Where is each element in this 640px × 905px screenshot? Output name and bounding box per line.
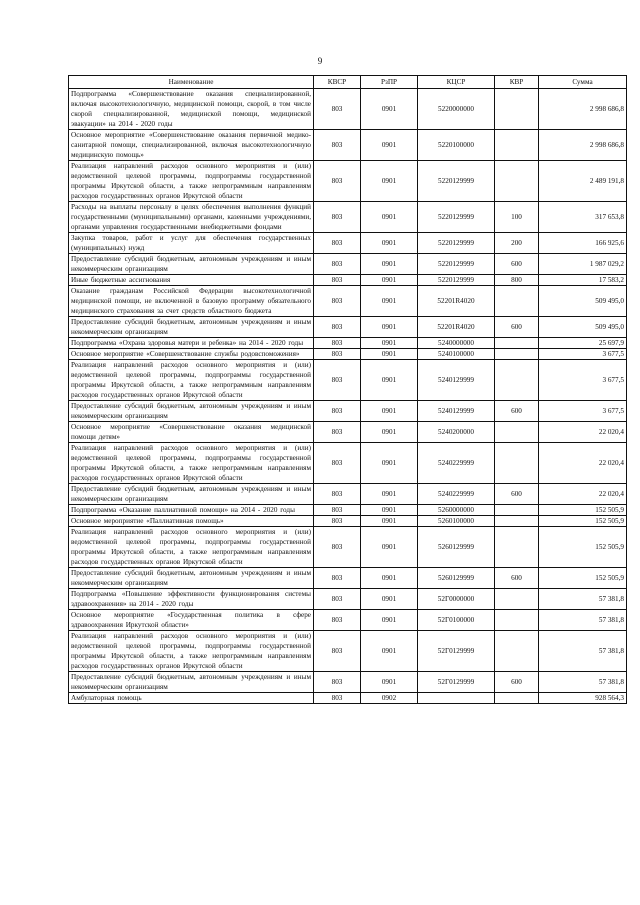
row-kvsr: 803 [314, 610, 361, 631]
row-kvr: 600 [495, 254, 539, 275]
row-sum: 1 987 029,2 [539, 254, 627, 275]
row-sum: 152 505,9 [539, 505, 627, 516]
row-rzpr: 0901 [361, 527, 418, 568]
row-kvr: 800 [495, 275, 539, 286]
row-name: Закупка товаров, работ и услуг для обеспечения государственных (муниципальных) нужд [69, 233, 314, 254]
row-kcsr: 52201R4020 [418, 286, 495, 317]
table-row [69, 233, 627, 254]
row-kcsr: 5240100000 [418, 349, 495, 360]
row-kvsr: 803 [314, 202, 361, 233]
row-kvsr: 803 [314, 401, 361, 422]
row-kcsr: 5220129999 [418, 254, 495, 275]
header-sum: Сумма [539, 76, 627, 89]
row-sum: 2 998 686,8 [539, 130, 627, 161]
row-kvsr: 803 [314, 568, 361, 589]
row-rzpr: 0901 [361, 338, 418, 349]
row-rzpr: 0901 [361, 631, 418, 672]
table-row [69, 516, 627, 527]
row-kcsr: 52Г0129999 [418, 631, 495, 672]
table-row [69, 161, 627, 202]
row-rzpr: 0901 [361, 610, 418, 631]
row-kvsr: 803 [314, 527, 361, 568]
row-sum: 17 583,2 [539, 275, 627, 286]
row-kvsr: 803 [314, 672, 361, 693]
row-sum: 57 381,8 [539, 631, 627, 672]
row-sum: 928 564,3 [539, 693, 627, 704]
row-rzpr: 0902 [361, 693, 418, 704]
row-name: Реализация направлений расходов основного мероприятия и (или) ведомственной целевой программы, подпрограммы государственной программы Иркутской области, а также непрограммным направлениям расходов государственных органов Иркутской области [69, 360, 314, 401]
table-row [69, 360, 627, 401]
table-row [69, 693, 627, 704]
row-rzpr: 0901 [361, 422, 418, 443]
table-row [69, 505, 627, 516]
row-kvr: 600 [495, 317, 539, 338]
row-name: Предоставление субсидий бюджетным, автономным учреждениям и иным некоммерческим организациям [69, 317, 314, 338]
row-kvsr: 803 [314, 89, 361, 130]
row-kvr [495, 631, 539, 672]
row-kvsr: 803 [314, 286, 361, 317]
row-rzpr: 0901 [361, 286, 418, 317]
row-kcsr: 5220129999 [418, 233, 495, 254]
row-sum: 22 020,4 [539, 484, 627, 505]
row-rzpr: 0901 [361, 161, 418, 202]
row-kvr [495, 527, 539, 568]
row-rzpr: 0901 [361, 568, 418, 589]
header-kvr: КВР [495, 76, 539, 89]
table-row [69, 338, 627, 349]
row-kvsr: 803 [314, 338, 361, 349]
header-row [69, 76, 627, 89]
row-kvsr: 803 [314, 130, 361, 161]
row-kvsr: 803 [314, 317, 361, 338]
row-kvsr: 803 [314, 693, 361, 704]
row-name: Подпрограмма «Оказание паллиативной помощи» на 2014 - 2020 годы [69, 505, 314, 516]
row-kvr [495, 693, 539, 704]
row-kvsr: 803 [314, 254, 361, 275]
row-rzpr: 0901 [361, 254, 418, 275]
row-name: Основное мероприятие «Государственная политика в сфере здравоохранения Иркутской области» [69, 610, 314, 631]
row-kcsr: 5260000000 [418, 505, 495, 516]
table-row [69, 254, 627, 275]
row-kvr [495, 89, 539, 130]
row-sum: 509 495,0 [539, 286, 627, 317]
table-row [69, 443, 627, 484]
row-rzpr: 0901 [361, 349, 418, 360]
header-kcsr: КЦСР [418, 76, 495, 89]
row-name: Предоставление субсидий бюджетным, автономным учреждениям и иным некоммерческим организациям [69, 484, 314, 505]
row-sum: 57 381,8 [539, 589, 627, 610]
row-sum: 152 505,9 [539, 527, 627, 568]
row-rzpr: 0901 [361, 443, 418, 484]
row-kcsr: 5220000000 [418, 89, 495, 130]
row-kvr [495, 338, 539, 349]
table-row [69, 527, 627, 568]
row-kvr: 600 [495, 401, 539, 422]
row-kvr [495, 161, 539, 202]
row-sum: 317 653,8 [539, 202, 627, 233]
table-row [69, 610, 627, 631]
row-name: Реализация направлений расходов основного мероприятия и (или) ведомственной целевой программы, подпрограммы государственной программы Иркутской области, а также непрограммным направлениям расходов государственных органов Иркутской области [69, 527, 314, 568]
row-kcsr: 5240129999 [418, 401, 495, 422]
row-kcsr: 5240129999 [418, 360, 495, 401]
page-number: 9 [317, 56, 323, 66]
row-kcsr: 5220129999 [418, 161, 495, 202]
row-name: Подпрограмма «Совершенствование оказания специализированной, включая высокотехнологичную, медицинской помощи, скорой, в том числе скорой специализированной, медицинской помощи, медицинской эвакуации» на 2014 - 2020 годы [69, 89, 314, 130]
row-sum: 22 020,4 [539, 422, 627, 443]
row-name: Реализация направлений расходов основного мероприятия и (или) ведомственной целевой программы, подпрограммы государственной программы Иркутской области, а также непрограммным направлениям расходов государственных органов Иркутской области [69, 443, 314, 484]
table-row [69, 317, 627, 338]
row-kvsr: 803 [314, 443, 361, 484]
row-kvr: 600 [495, 484, 539, 505]
row-rzpr: 0901 [361, 233, 418, 254]
row-sum: 57 381,8 [539, 672, 627, 693]
row-kcsr: 52Г0129999 [418, 672, 495, 693]
row-kvr [495, 130, 539, 161]
row-name: Реализация направлений расходов основного мероприятия и (или) ведомственной целевой программы, подпрограммы государственной программы Иркутской области, а также непрограммным направлениям расходов государственных органов Иркутской области [69, 161, 314, 202]
row-kvsr: 803 [314, 360, 361, 401]
row-kcsr: 5240200000 [418, 422, 495, 443]
row-kcsr: 5220100000 [418, 130, 495, 161]
row-rzpr: 0901 [361, 516, 418, 527]
row-kvsr: 803 [314, 505, 361, 516]
table-row [69, 422, 627, 443]
row-kvsr: 803 [314, 589, 361, 610]
row-name: Предоставление субсидий бюджетным, автономным учреждениям и иным некоммерческим организациям [69, 254, 314, 275]
row-sum: 509 495,0 [539, 317, 627, 338]
row-sum: 25 697,9 [539, 338, 627, 349]
row-kvr [495, 505, 539, 516]
row-name: Реализация направлений расходов основного мероприятия и (или) ведомственной целевой программы, подпрограммы государственной программы Иркутской области, а также непрограммным направлениям расходов государственных органов Иркутской области [69, 631, 314, 672]
row-rzpr: 0901 [361, 672, 418, 693]
row-kvr [495, 589, 539, 610]
table-row [69, 568, 627, 589]
table-row [69, 589, 627, 610]
row-kvsr: 803 [314, 161, 361, 202]
row-name: Амбулаторная помощь [69, 693, 314, 704]
row-rzpr: 0901 [361, 275, 418, 286]
row-rzpr: 0901 [361, 505, 418, 516]
row-kvr [495, 360, 539, 401]
row-sum: 2 489 191,8 [539, 161, 627, 202]
row-sum: 166 925,6 [539, 233, 627, 254]
row-kvr [495, 286, 539, 317]
row-rzpr: 0901 [361, 202, 418, 233]
row-kvr: 200 [495, 233, 539, 254]
row-kvr [495, 443, 539, 484]
row-kvr: 600 [495, 672, 539, 693]
row-kcsr: 5240229999 [418, 484, 495, 505]
row-sum: 152 505,9 [539, 516, 627, 527]
row-kcsr: 5220129999 [418, 202, 495, 233]
row-kvsr: 803 [314, 233, 361, 254]
row-rzpr: 0901 [361, 89, 418, 130]
table-row [69, 130, 627, 161]
table-row [69, 89, 627, 130]
row-name: Основное мероприятие «Совершенствование оказания первичной медико-санитарной помощи, специализированной, включая высокотехнологичную медицинскую помощь» [69, 130, 314, 161]
row-sum: 3 677,5 [539, 360, 627, 401]
row-kvsr: 803 [314, 349, 361, 360]
row-kcsr: 5260100000 [418, 516, 495, 527]
row-rzpr: 0901 [361, 401, 418, 422]
table-row [69, 275, 627, 286]
table-row [69, 401, 627, 422]
row-name: Подпрограмма «Охрана здоровья матери и ребенка» на 2014 - 2020 годы [69, 338, 314, 349]
row-kcsr: 52201R4020 [418, 317, 495, 338]
row-kvr: 600 [495, 568, 539, 589]
row-kvr [495, 422, 539, 443]
row-sum: 3 677,5 [539, 349, 627, 360]
row-name: Предоставление субсидий бюджетным, автономным учреждениям и иным некоммерческим организациям [69, 401, 314, 422]
row-sum: 2 998 686,8 [539, 89, 627, 130]
row-kvsr: 803 [314, 516, 361, 527]
table-row [69, 484, 627, 505]
row-rzpr: 0901 [361, 360, 418, 401]
row-kvr [495, 610, 539, 631]
row-kvr [495, 516, 539, 527]
row-kvsr: 803 [314, 631, 361, 672]
row-name: Основное мероприятие «Совершенствование службы родовспоможения» [69, 349, 314, 360]
row-rzpr: 0901 [361, 317, 418, 338]
budget-table [68, 75, 627, 704]
row-name: Основное мероприятие «Паллиативная помощь» [69, 516, 314, 527]
row-kcsr: 5260129999 [418, 527, 495, 568]
row-kvsr: 803 [314, 275, 361, 286]
header-rzpr: РзПР [361, 76, 418, 89]
table-row [69, 202, 627, 233]
table-row [69, 349, 627, 360]
row-kvsr: 803 [314, 422, 361, 443]
row-name: Предоставление субсидий бюджетным, автономным учреждениям и иным некоммерческим организациям [69, 672, 314, 693]
row-kcsr: 5220129999 [418, 275, 495, 286]
table-row [69, 286, 627, 317]
table-row [69, 631, 627, 672]
row-kcsr: 52Г0100000 [418, 610, 495, 631]
row-kcsr: 5260129999 [418, 568, 495, 589]
row-name: Иные бюджетные ассигнования [69, 275, 314, 286]
row-kcsr: 5240229999 [418, 443, 495, 484]
row-sum: 57 381,8 [539, 610, 627, 631]
row-name: Предоставление субсидий бюджетным, автономным учреждениям и иным некоммерческим организациям [69, 568, 314, 589]
row-kcsr: 5240000000 [418, 338, 495, 349]
row-rzpr: 0901 [361, 130, 418, 161]
row-name: Подпрограмма «Повышение эффективности функционирования системы здравоохранения» на 2014 - 2020 годы [69, 589, 314, 610]
row-name: Основное мероприятие «Совершенствование оказания медицинской помощи детям» [69, 422, 314, 443]
row-name: Оказание гражданам Российской Федерации высокотехнологичной медицинской помощи, не включенной в базовую программу обязательного медицинского страхования за счет средств областного бюджета [69, 286, 314, 317]
row-kcsr: 52Г0000000 [418, 589, 495, 610]
header-name: Наименование [69, 76, 314, 89]
row-name: Расходы на выплаты персоналу в целях обеспечения выполнения функций государственными (муниципальными) органами, казенными учреждениями, органами управления государственными внебюджетными фондами [69, 202, 314, 233]
row-kcsr [418, 693, 495, 704]
row-sum: 22 020,4 [539, 443, 627, 484]
row-kvr [495, 349, 539, 360]
row-rzpr: 0901 [361, 589, 418, 610]
table-row [69, 672, 627, 693]
row-sum: 152 505,9 [539, 568, 627, 589]
row-kvsr: 803 [314, 484, 361, 505]
header-kvsr: КВСР [314, 76, 361, 89]
row-kvr: 100 [495, 202, 539, 233]
row-sum: 3 677,5 [539, 401, 627, 422]
row-rzpr: 0901 [361, 484, 418, 505]
